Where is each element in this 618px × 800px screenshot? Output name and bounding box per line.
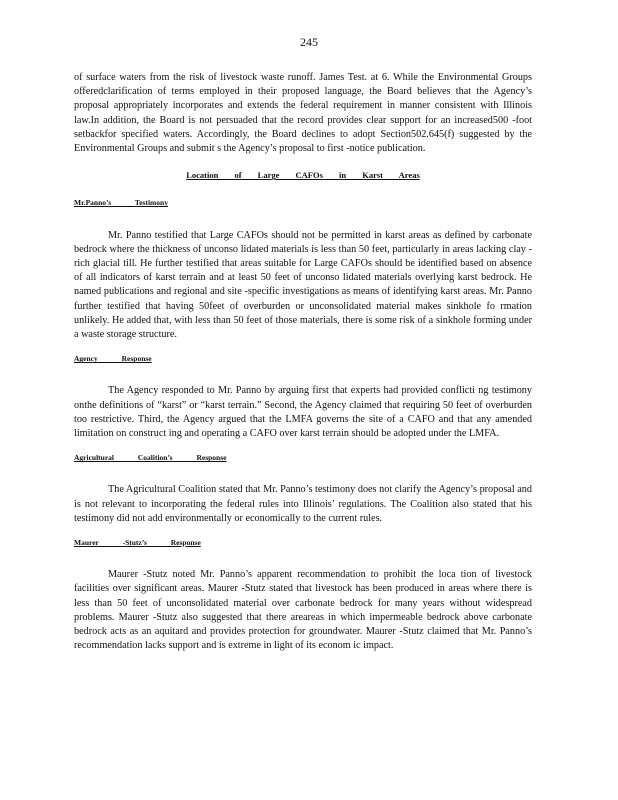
- sub-heading-agency-response: Agency Response: [74, 354, 152, 364]
- document-body: [74, 71, 532, 654]
- paragraph-maurer-stutz-response: Maurer -Stutz noted Mr. Panno’s apparent recommendation to prohibit the loca tion of livestock facilities over significant areas. Maurer -Stutz stated that livestock has been produced in areas where there is less than 50 feet of unconsolidated material over carbonate bedrock for many years without widespread problems. Maurer -Stutz also suggested that there areareas in which impermeable bedrock above carbonate bedrock acts as an aquitard and provides protection for groundwater. Maurer -Stutz claimed that Mr. Panno’s recommendation lacks support and is extreme in light of its econom ic impact.: [74, 569, 532, 652]
- opening-paragraph: of surface waters from the risk of livestock waste runoff. James Test. at 6. While the Environmental Groups offeredclarification of terms employed in their proposed language, the Board believes that the Agency’s proposal appropriately incorporates and extends the federal requirement in manner consistent with Illinois law.In addition, the Board is not persuaded that the record provides clear support for an increased500 -foot setbackfor specified waters. Accordingly, the Board declines to adopt Section502.645(f) suggested by the Environmental Groups and submit s the Agency’s proposal to first -notice publication.: [74, 72, 532, 155]
- sub-heading-agricultural-coalition-response: Agricultural Coalition’s Response: [74, 453, 227, 463]
- sub-heading-maurer-stutz-response: Maurer -Stutz’s Response: [74, 538, 201, 548]
- section-title: Location of Large CAFOs in Karst Areas: [186, 170, 420, 181]
- page-number: 245: [300, 35, 318, 49]
- paragraph-panno-testimony: Mr. Panno testified that Large CAFOs should not be permitted in karst areas as defined by carbonate bedrock where the thickness of unconso lidated materials is less than 50 feet, particularly in areas lacking clay -rich glacial till. He further testified that areas suitable for Large CAFOs should be identified based on absence of all indicators of karst terrain and at least 50 feet of unconso lidated materials overlying karst bedrock. He named publications and regional and site -specific investigations as means of identifying karst areas. Mr. Panno further testified that having 50feet of overburden or unconsolidated material makes sinkhole fo rmation unlikely. He added that, with less than 50 feet of those materials, there is some risk of a sinkhole forming under a waste storage structure.: [74, 229, 532, 341]
- paragraph-agency-response: The Agency responded to Mr. Panno by arguing first that experts had provided conflicti ng testimony onthe definitions of “karst” or “karst terrain.” Second, the Agency claimed that requiring 50 feet of overburden too restrictive. Third, the Agency argued that the LMFA governs the site of a CAFO and that any amended limitation on construct ing and operating a CAFO over karst terrain should be adopted under the LMFA.: [74, 385, 532, 440]
- paragraph-agricultural-coalition-response: The Agricultural Coalition stated that Mr. Panno’s testimony does not clarify the Agency’s proposal and is not relevant to incorporating the federal rules into Illinois’ regulations. The Coalition also stated that his testimony did not add environmentally or economically to the current rules.: [74, 484, 532, 524]
- sub-heading-panno-testimony: Mr.Panno’s Testimony: [74, 198, 168, 208]
